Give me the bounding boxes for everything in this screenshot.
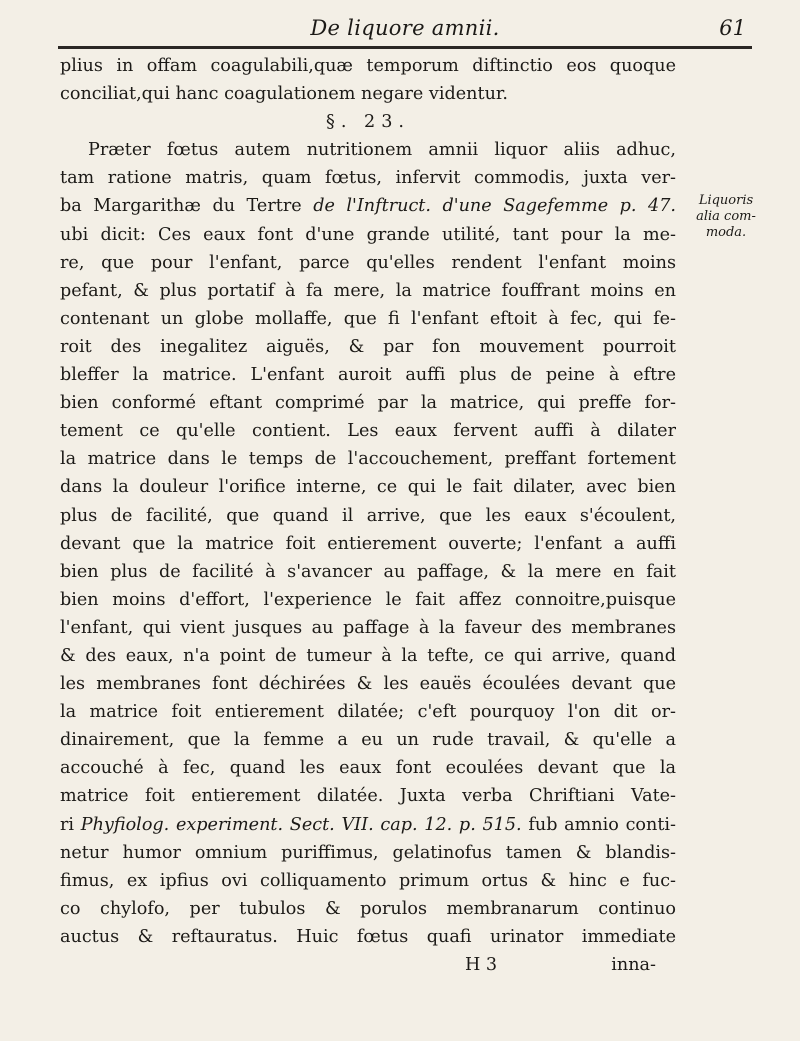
text-line: bien moins d'effort, l'experience le fait affez connoitre,puisque — [60, 589, 676, 610]
text-fragment: fub amnio conti- — [528, 814, 676, 835]
body-text — [60, 52, 676, 979]
signature-line — [60, 951, 676, 979]
text-line: matrice foit entierement dilatée. Juxta verba Chriftiani Vate- — [60, 786, 676, 807]
text-line: netur humor omnium puriffimus, gelatinofus tamen & blandis- — [60, 842, 676, 863]
text-line: bleffer la matrice. L'enfant auroit auffi plus de peine à eftre — [60, 365, 676, 386]
text-line: plus de facilité, que quand il arrive, que les eaux s'écoulent, — [60, 505, 676, 526]
citation-tertre: de l'Inftruct. d'une Sagefemme p. 47. — [313, 196, 676, 217]
margin-note-line: Liquoris — [698, 193, 754, 208]
text-line: la matrice foit entierement dilatée; c'eft pourquoy l'on dit or- — [60, 702, 676, 723]
signature-mark: H 3 — [465, 955, 498, 975]
text-line: tement ce qu'elle contient. Les eaux fervent auffi à dilater — [60, 421, 676, 442]
text-line: contenant un globe mollaffe, que fi l'enfant eftoit à fec, qui fe- — [60, 308, 676, 329]
section-mark: §. 23. — [326, 112, 410, 133]
text-line: & des eaux, n'a point de tumeur à la tefte, ce qui arrive, quand — [60, 645, 676, 666]
margin-note-line: alia com- — [696, 209, 756, 224]
text-line: dans la douleur l'orifice interne, ce qui le fait dilater, avec bien — [60, 477, 676, 498]
text-line: les membranes font déchirées & les eauës écoulées devant que — [60, 674, 676, 695]
text-line: dinairement, que la femme a eu un rude travail, & qu'elle a — [60, 730, 676, 751]
text-line: tam ratione matris, quam fœtus, infervit commodis, juxta ver- — [60, 168, 676, 189]
text-line: pefant, & plus portatif à fa mere, la matrice fouffrant moins en — [60, 280, 676, 301]
text-line: accouché à fec, quand les eaux font ecoulées devant que la — [60, 758, 676, 779]
text-line: ubi dicit: Ces eaux font d'une grande utilité, tant pour la me- — [60, 224, 676, 245]
text-line: re, que pour l'enfant, parce qu'elles rendent l'enfant moins — [60, 252, 676, 273]
text-fragment: ri — [60, 814, 75, 835]
text-fragment: ba Margarithæ du Tertre — [60, 196, 302, 217]
text-line: fimus, ex ipfius ovi colliquamento primum ortus & hinc e fuc- — [60, 870, 676, 891]
margin-note-line: moda. — [705, 225, 747, 240]
text-line — [60, 811, 676, 839]
text-line: bien conformé eftant comprimé par la matrice, qui preffe for- — [60, 393, 676, 414]
text-line: bien plus de facilité à s'avancer au paffage, & la mere en fait — [60, 561, 676, 582]
text-line: auctus & reftauratus. Huic fœtus quafi urinator immediate — [60, 926, 676, 947]
text-line: Præter fœtus autem nutritionem amnii liquor aliis adhuc, — [88, 140, 676, 161]
text-line: plius in offam coagulabili,quæ temporum diftinctio eos quoque — [60, 56, 676, 76]
citation-vateri: Phyfiolog. experiment. Sect. VII. cap. 12. p. 515. — [80, 814, 522, 835]
text-line: devant que la matrice foit entierement ouverte; l'enfant a auffi — [60, 533, 676, 554]
catchword: inna- — [611, 955, 656, 975]
text-line: la matrice dans le temps de l'accouchement, preffant fortement — [60, 449, 676, 470]
text-line: roit des inegalitez aiguës, & par fon mouvement pourroit — [60, 336, 676, 357]
margin-note — [686, 193, 766, 241]
text-line: co chylofo, per tubulos & porulos membranarum continuo — [60, 898, 676, 919]
page-number: 61 — [719, 16, 746, 40]
running-title: De liquore amnii. — [310, 16, 500, 40]
header-rule — [58, 46, 752, 49]
text-line — [60, 192, 676, 220]
text-line: conciliat,qui hanc coagulationem negare videntur. — [60, 84, 508, 105]
running-head — [60, 16, 750, 46]
text-line: l'enfant, qui vient jusques au paffage à la faveur des membranes — [60, 617, 676, 638]
